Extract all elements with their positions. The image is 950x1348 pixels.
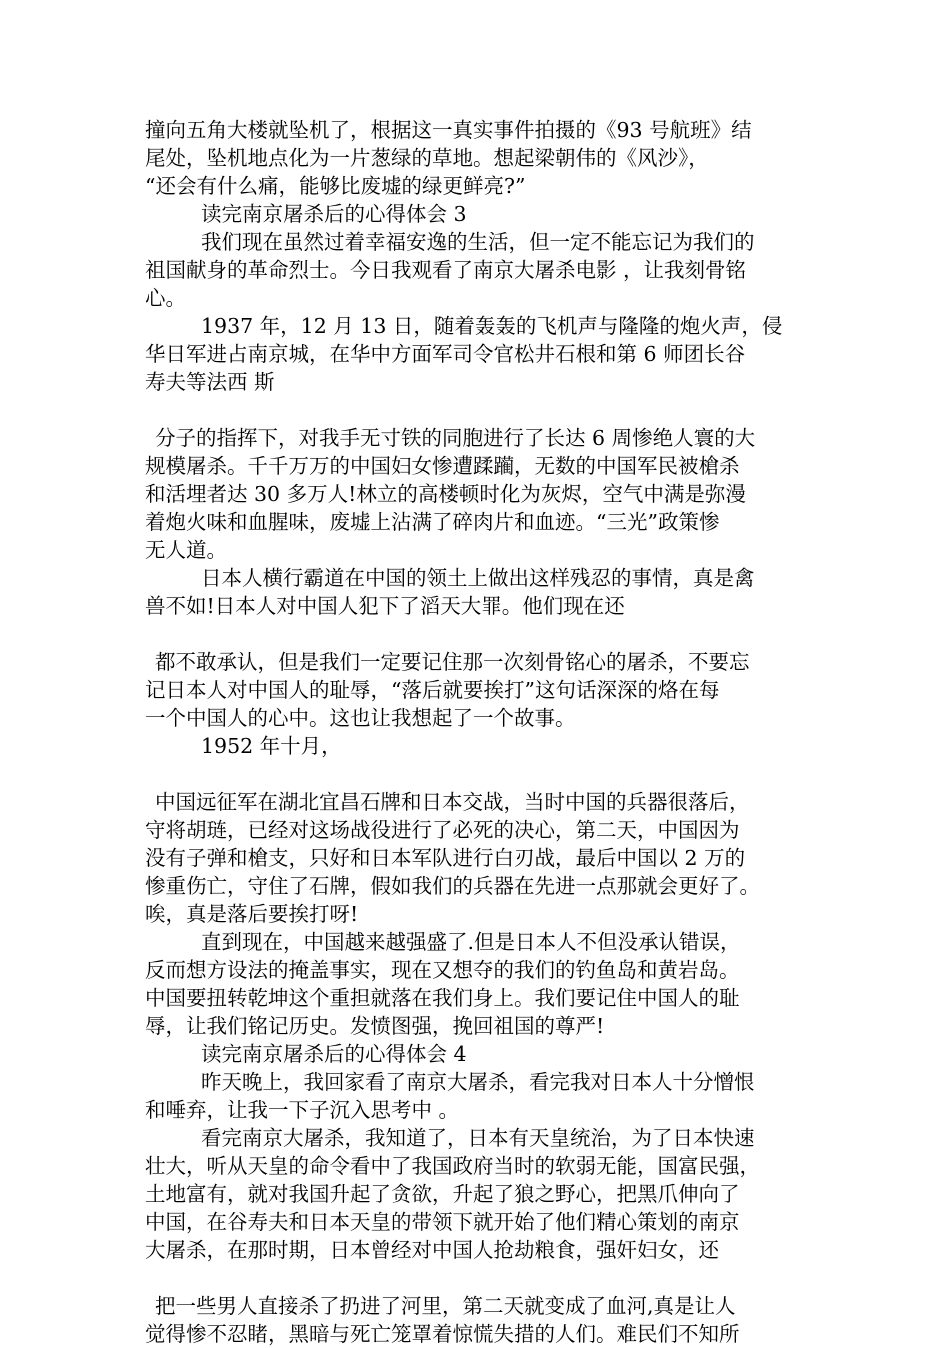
text-line: 守将胡琏，已经对这场战役进行了必死的决心，第二天，中国因为 xyxy=(145,818,740,842)
page-break-gap xyxy=(145,1264,825,1292)
text-line: 中国要扭转乾坤这个重担就落在我们身上。我们要记住中国人的耻 xyxy=(145,986,740,1010)
text-line: 着炮火味和血腥味，废墟上沾满了碎肉片和血迹。“三光”政策惨 xyxy=(145,510,720,534)
text-line: 和唾弃，让我一下子沉入思考中 。 xyxy=(145,1098,460,1122)
text-line: 壮大，听从天皇的命令看中了我国政府当时的软弱无能，国富民强， xyxy=(145,1154,760,1178)
page-break-gap xyxy=(145,620,825,648)
text-line: 华日军进占南京城，在华中方面军司令官松井石根和第 6 师团长谷 xyxy=(145,342,746,366)
page-break-gap xyxy=(145,396,825,424)
document-body xyxy=(145,116,825,1348)
text-line: 惨重伤亡，守住了石牌，假如我们的兵器在先进一点那就会更好了。 xyxy=(145,874,760,898)
section-heading-4: 读完南京屠杀后的心得体会 4 xyxy=(201,1042,467,1066)
text-line: 反而想方设法的掩盖事实，现在又想夺的我们的钓鱼岛和黄岩岛。 xyxy=(145,958,740,982)
text-line: 和活埋者达 30 多万人!林立的高楼顿时化为灰烬，空气中满是弥漫 xyxy=(145,482,746,506)
text-line: 兽不如!日本人对中国人犯下了滔天大罪。他们现在还 xyxy=(145,594,625,618)
text-line: 直到现在，中国越来越强盛了.但是日本人不但没承认错误， xyxy=(201,930,741,954)
text-line: 1937 年，12 月 13 日，随着轰轰的飞机声与隆隆的炮火声，侵 xyxy=(201,314,783,338)
text-line: 撞向五角大楼就坠机了，根据这一真实事件拍摄的《93 号航班》结 xyxy=(145,118,752,142)
text-line: 规模屠杀。千千万万的中国妇女惨遭蹂躏，无数的中国军民被槍杀 xyxy=(145,454,740,478)
text-line: “还会有什么痛，能够比废墟的绿更鲜亮?” xyxy=(145,174,526,198)
text-line: 日本人横行霸道在中国的领土上做出这样残忍的事情，真是禽 xyxy=(201,566,755,590)
text-line: 辱，让我们铭记历史。发愤图强，挽回祖国的尊严! xyxy=(145,1014,605,1038)
text-line: 祖国献身的革命烈士。今日我观看了南京大屠杀电影 ，让我刻骨铭 xyxy=(145,258,747,282)
text-line: 觉得惨不忍睹，黑暗与死亡笼罩着惊慌失措的人们。难民们不知所 xyxy=(145,1322,740,1346)
text-line: 大屠杀，在那时期，日本曾经对中国人抢劫粮食，强奸妇女，还 xyxy=(145,1238,719,1262)
text-line: 一个中国人的心中。这也让我想起了一个故事。 xyxy=(145,706,576,730)
text-line: 都不敢承认，但是我们一定要记住那一次刻骨铭心的屠杀，不要忘 xyxy=(155,650,750,674)
text-line: 没有子弹和槍支，只好和日本军队进行白刃战，最后中国以 2 万的 xyxy=(145,846,746,870)
text-line: 土地富有，就对我国升起了贪欲，升起了狼之野心，把黑爪伸向了 xyxy=(145,1182,740,1206)
text-line: 唉，真是落后要挨打呀! xyxy=(145,902,359,926)
text-line: 分子的指挥下，对我手无寸铁的同胞进行了长达 6 周惨绝人寰的大 xyxy=(155,426,756,450)
text-line: 把一些男人直接杀了扔进了河里，第二天就变成了血河,真是让人 xyxy=(155,1294,736,1318)
text-line: 看完南京大屠杀，我知道了，日本有天皇统治，为了日本快速 xyxy=(201,1126,755,1150)
text-line: 记日本人对中国人的耻辱，“落后就要挨打”这句话深深的烙在每 xyxy=(145,678,720,702)
page-break-gap xyxy=(145,760,825,788)
text-line: 无人道。 xyxy=(145,538,227,562)
text-line: 尾处，坠机地点化为一片葱绿的草地。想起梁朝伟的《风沙》， xyxy=(145,146,709,170)
text-line: 心。 xyxy=(145,286,186,310)
text-line: 中国远征军在湖北宜昌石牌和日本交战，当时中国的兵器很落后， xyxy=(155,790,750,814)
section-heading-3: 读完南京屠杀后的心得体会 3 xyxy=(201,202,467,226)
text-line: 昨天晚上，我回家看了南京大屠杀，看完我对日本人十分憎恨 xyxy=(201,1070,755,1094)
text-line: 寿夫等法西 斯 xyxy=(145,370,275,394)
text-line: 1952 年十月， xyxy=(201,734,342,758)
text-line: 我们现在虽然过着幸福安逸的生活，但一定不能忘记为我们的 xyxy=(201,230,755,254)
text-line: 中国，在谷寿夫和日本天皇的带领下就开始了他们精心策划的南京 xyxy=(145,1210,740,1234)
